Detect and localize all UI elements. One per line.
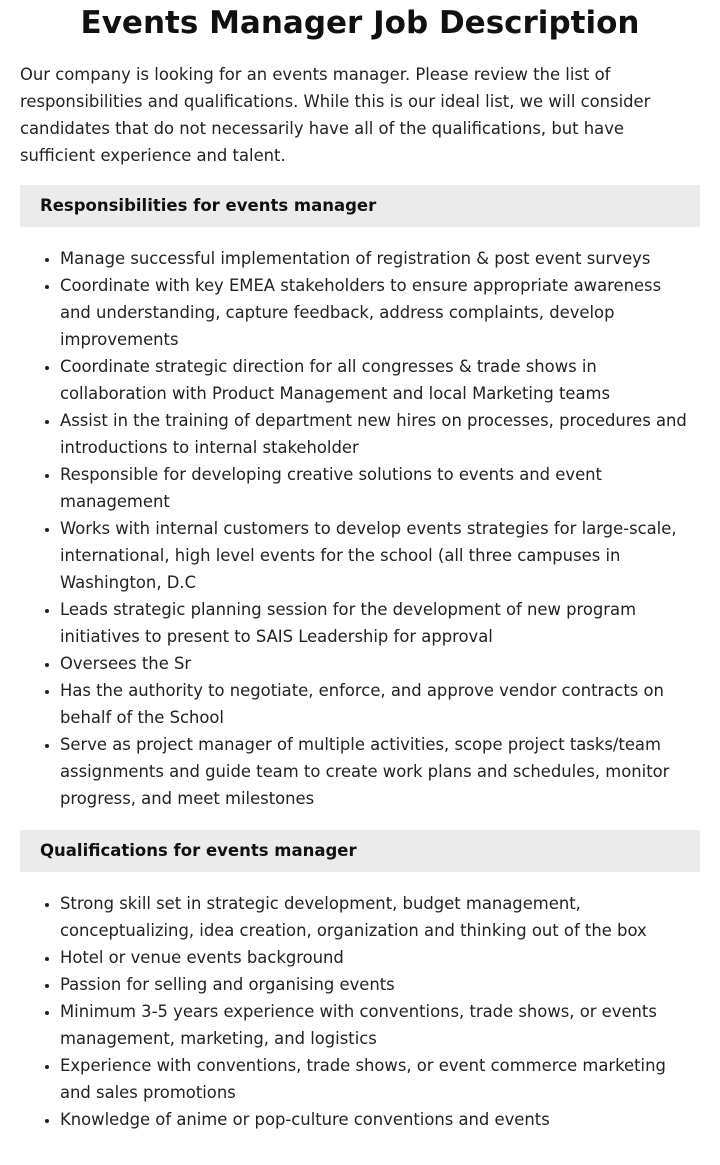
list-item: • Works with internal customers to develop events strategies for large-scale, international, high level events for the school (all three campuses in Washington, D.C — [60, 515, 700, 596]
list-item: • Experience with conventions, trade shows, or event commerce marketing and sales promotions — [60, 1052, 700, 1106]
intro-paragraph: Our company is looking for an events manager. Please review the list of responsibilities and qualifications. While this is our ideal list, we will consider candidates that do not necessarily have all of the qualifications, but have sufficient experience and talent. — [20, 65, 651, 165]
list-item: • Coordinate strategic direction for all congresses & trade shows in collaboration with Product Management and local Marketing teams — [60, 353, 700, 407]
list-item: • Minimum 3-5 years experience with conventions, trade shows, or events management, marketing, and logistics — [60, 998, 700, 1052]
list-item: • Hotel or venue events background — [60, 944, 700, 971]
list-item: • Serve as project manager of multiple activities, scope project tasks/team assignments and guide team to create work plans and schedules, monitor progress, and meet milestones — [60, 731, 700, 812]
list-item: • Passion for selling and organising events — [60, 971, 700, 998]
list-item: • Coordinate with key EMEA stakeholders to ensure appropriate awareness and understanding, capture feedback, address complaints, develop improvements — [60, 272, 700, 353]
page-title: Events Manager Job Description — [80, 5, 640, 41]
qualifications-list — [20, 890, 700, 1133]
list-item: • Strong skill set in strategic development, budget management, conceptualizing, idea creation, organization and thinking out of the box — [60, 890, 700, 944]
list-item: • Oversees the Sr — [60, 650, 700, 677]
responsibilities-heading: Responsibilities for events manager — [20, 185, 700, 227]
list-item: • Assist in the training of department new hires on processes, procedures and introductions to internal stakeholder — [60, 407, 700, 461]
qualifications-heading: Qualifications for events manager — [20, 830, 700, 872]
list-item: • Has the authority to negotiate, enforce, and approve vendor contracts on behalf of the School — [60, 677, 700, 731]
list-item: • Responsible for developing creative solutions to events and event management — [60, 461, 700, 515]
list-item: • Manage successful implementation of registration & post event surveys — [60, 245, 700, 272]
responsibilities-list — [20, 245, 700, 812]
list-item: • Knowledge of anime or pop-culture conventions and events — [60, 1106, 700, 1133]
list-item: • Leads strategic planning session for the development of new program initiatives to present to SAIS Leadership for approval — [60, 596, 700, 650]
